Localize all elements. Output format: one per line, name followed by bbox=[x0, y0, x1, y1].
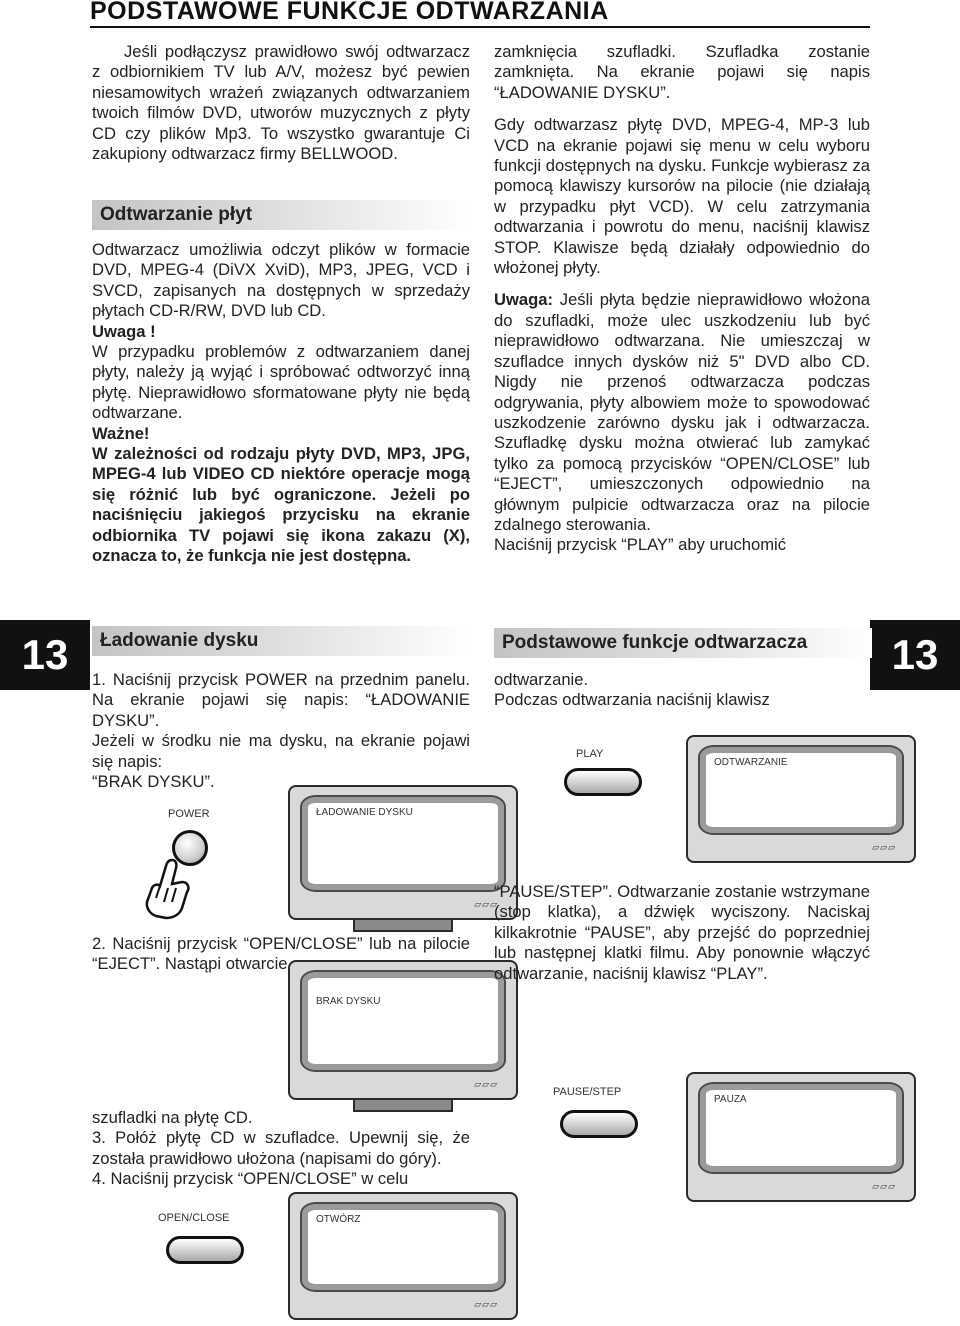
pointing-hand-icon bbox=[142, 858, 192, 920]
note-paragraph bbox=[494, 290, 870, 535]
note-text: Jeśli płyta będzie nieprawidłowo włożona do szufladki, może ulec uszkodzeniu lub być nieprawidłowo odtwarzana. Nie umieszczaj w szufladce innych dysków niż 5" DVD albo CD. Nigdy nie przenoś odtwarzacza podczas odgrywania, płyty albowiem może to spowodować uszkodzenie zarówno dysku jak i odtwarzacza. Szufladkę dysku można otwierać lub zamykać tylko za pomocą przycisków “OPEN/CLOSE” lub “EJECT”, umieszczonych odpowiednio na głównym pulpicie odtwarzacza oraz na pilocie zdalnego sterowania. bbox=[494, 290, 870, 534]
step-1c: “BRAK DYSKU”. bbox=[92, 772, 215, 792]
section-heading-podstawowe: Podstawowe funkcje odtwarzacza bbox=[494, 628, 872, 658]
warning-text: W przypadku problemów z odtwarzaniem danej płyty, należy ją wyjąć i spróbować odtworzyć inną płytę. Nieprawidłowo sformatowane płyty nie będą odtwarzane. bbox=[92, 342, 470, 423]
tv-playing: ODTWARZANIE ▱▱▱ bbox=[686, 735, 916, 863]
pause-step-button[interactable] bbox=[560, 1110, 638, 1138]
play-button-label: PLAY bbox=[576, 748, 604, 760]
step-1: 1. Naciśnij przycisk POWER na przednim panelu. Na ekranie pojawi się napis: “ŁADOWANIE DYSKU”. bbox=[92, 670, 470, 730]
tv-screen-text: ODTWARZANIE bbox=[714, 757, 788, 768]
note-label: Uwaga: bbox=[494, 290, 554, 310]
tv-screen-text: OTWÓRZ bbox=[316, 1214, 361, 1225]
open-close-button[interactable] bbox=[166, 1236, 244, 1264]
power-button-label: POWER bbox=[168, 808, 210, 820]
tv-loading: ŁADOWANIE DYSKU ▱▱▱ bbox=[288, 785, 518, 920]
play-continued: odtwarzanie. Podczas odtwarzania naciśnij klawisz bbox=[494, 670, 770, 710]
page-number-right: 13 bbox=[870, 620, 960, 690]
play-button[interactable] bbox=[564, 768, 642, 796]
formats-paragraph: Odtwarzacz umożliwia odczyt plików w formacie DVD, MPEG-4 (DiVX XviD), MP3, JPEG, VCD i SVCD, zapisanych na dostępnych w sprzedaży płytach CD-R/RW, DVD lub CD. bbox=[92, 240, 470, 321]
tv-screen-text: BRAK DYSKU bbox=[316, 996, 381, 1007]
menu-paragraph: Gdy odtwarzasz płytę DVD, MPEG-4, MP-3 lub VCD na ekranie pojawi się menu w celu wyboru funkcji dostępnych na dysku. Funkcje wybierasz za pomocą klawiszy kursorów na pilocie (nie działają w przypadku płyt VCD). W celu zatrzymania odtwarzania i powrotu do menu, naciśnij klawisz STOP. Klawisze będą działały odpowiednio do włożonej płyty. bbox=[494, 115, 870, 278]
section1-body bbox=[92, 240, 470, 567]
page-number-left: 13 bbox=[0, 620, 90, 690]
warning-label: Uwaga ! bbox=[92, 321, 156, 341]
important-label: Ważne! bbox=[92, 423, 150, 443]
intro-paragraph: Jeśli podłączysz prawidłowo swój odtwarzacz z odbiornikiem TV lub A/V, możesz być pewien niesamowitych wrażeń związanych odtwarzaniem twoich filmów DVD, utworów muzycznych z płyty CD czy plików Mp3. To wszystko gwarantuje Ci zakupiony odtwarzacz firmy BELLWOOD. bbox=[92, 42, 470, 164]
step-1b: Jeżeli w środku nie ma dysku, na ekranie pojawi się napis: bbox=[92, 731, 470, 771]
close-drawer-paragraph: zamknięcia szufladki. Szufladka zostanie zamknięta. Na ekranie pojawi się napis “ŁADOWANIE DYSKU”. bbox=[494, 42, 870, 102]
steps-3-4 bbox=[92, 1108, 470, 1190]
tv-open: OTWÓRZ ▱▱▱ bbox=[288, 1192, 518, 1320]
tv-screen-text: ŁADOWANIE DYSKU bbox=[316, 807, 413, 818]
play-instruction: Naciśnij przycisk “PLAY” aby uruchomić bbox=[494, 535, 787, 555]
open-close-button-label: OPEN/CLOSE bbox=[158, 1212, 230, 1224]
step-3: 3. Połóż płytę CD w szufladce. Upewnij się, że została prawidłowo ułożona (napisami do góry). bbox=[92, 1128, 470, 1168]
step-4: 4. Naciśnij przycisk “OPEN/CLOSE” w celu bbox=[92, 1169, 409, 1189]
tv-no-disc: BRAK DYSKU ▱▱▱ bbox=[288, 960, 518, 1100]
step-2: 2. Naciśnij przycisk “OPEN/CLOSE” lub na pilocie “EJECT”. Nastąpi otwarcie bbox=[92, 934, 470, 974]
tv-paused: PAUZA ▱▱▱ bbox=[686, 1072, 916, 1202]
title-rule bbox=[90, 26, 870, 28]
page-title: PODSTAWOWE FUNKCJE ODTWARZANIA bbox=[90, 0, 609, 25]
step-2b: szufladki na płytę CD. bbox=[92, 1108, 253, 1127]
section-heading-ladowanie: Ładowanie dysku bbox=[92, 626, 470, 656]
tv-screen-text: PAUZA bbox=[714, 1094, 747, 1105]
section-heading-odtwarzanie: Odtwarzanie płyt bbox=[92, 200, 470, 230]
right-column-text bbox=[494, 42, 870, 556]
pause-paragraph: “PAUSE/STEP”. Odtwarzanie zostanie wstrzymane (stop klatka), a dźwięk wyciszony. Naciskaj kilkakrotnie “PAUSE”, aby przejść do poprzedniej lub następnej klatki filmu. Aby ponownie włączyć odtwarzanie, naciśnij klawisz “PLAY”. bbox=[494, 882, 870, 983]
important-text: W zależności od rodzaju płyty DVD, MP3, JPG, MPEG-4 lub VIDEO CD niektóre operacje mogą się różnić lub być ograniczone. Jeżeli po naciśnięciu jakiegoś przycisku na ekranie odbiornika TV pojawi się ikona zakazu (X), oznacza to, że funkcja nie jest dostępna. bbox=[92, 444, 470, 566]
pause-step-button-label: PAUSE/STEP bbox=[553, 1086, 622, 1098]
loading-steps bbox=[92, 670, 470, 792]
